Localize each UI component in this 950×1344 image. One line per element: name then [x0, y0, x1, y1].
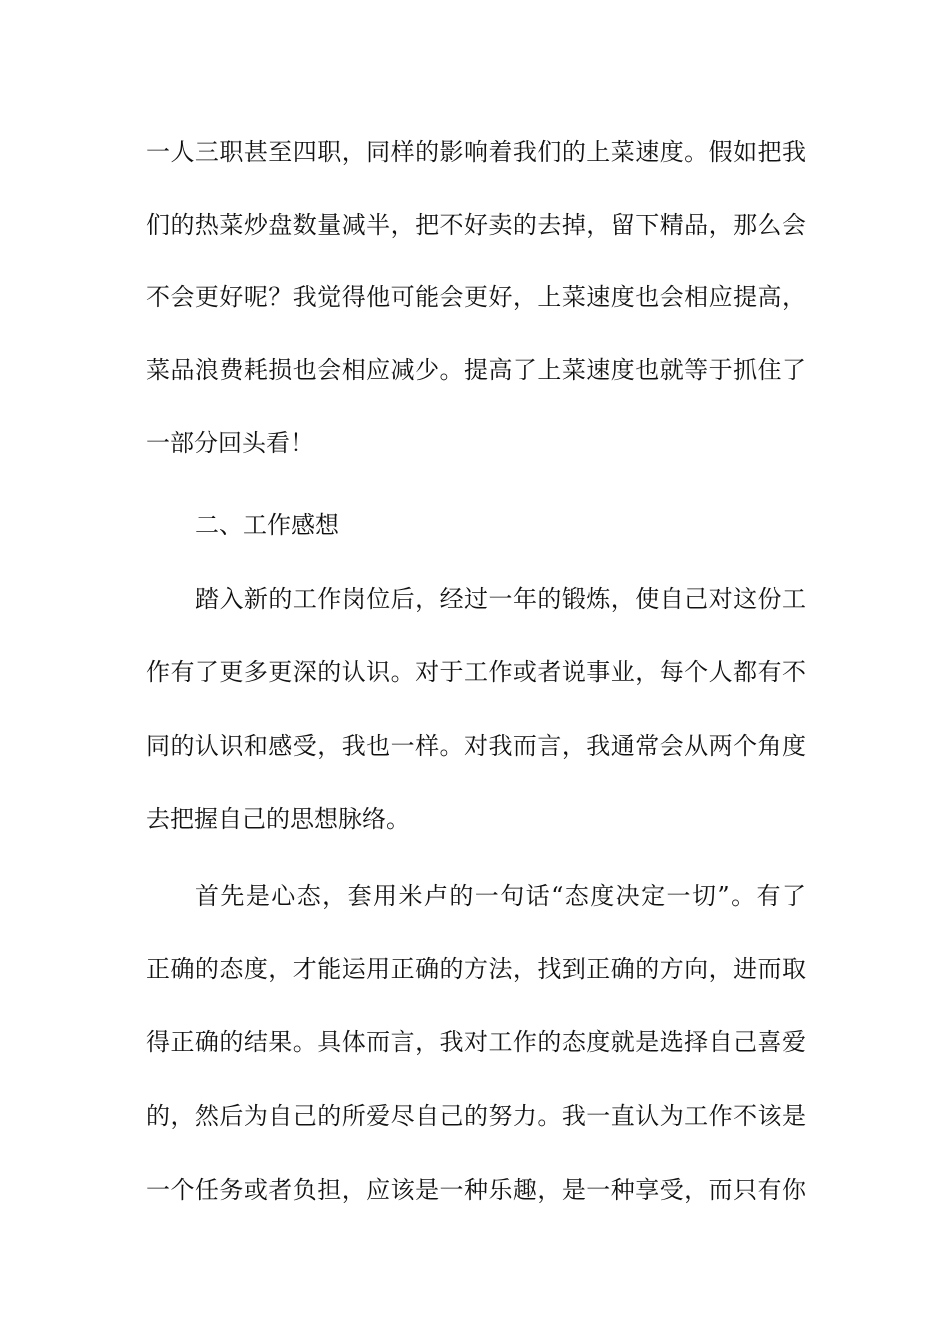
paragraph-1-line-1: 一人三职甚至四职，同样的影响着我们的上菜速度。假如把我 — [146, 138, 806, 166]
paragraph-2-line-2: 作有了更多更深的认识。对于工作或者说事业，每个人都有不 — [146, 658, 806, 686]
paragraph-2-line-1: 踏入新的工作岗位后，经过一年的锻炼，使自己对这份工 — [195, 585, 806, 613]
paragraph-3-line-3: 得正确的结果。具体而言，我对工作的态度就是选择自己喜爱 — [146, 1028, 806, 1056]
paragraph-2-line-4: 去把握自己的思想脉络。 — [146, 805, 410, 833]
paragraph-1-line-5: 一部分回头看！ — [146, 429, 314, 457]
paragraph-3-line-4: 的，然后为自己的所爱尽自己的努力。我一直认为工作不该是 — [146, 1102, 806, 1130]
paragraph-3-line-1: 首先是心态，套用米卢的一句话“态度决定一切”。有了 — [195, 882, 806, 910]
paragraph-3-line-2: 正确的态度，才能运用正确的方法，找到正确的方向，进而取 — [146, 955, 806, 983]
paragraph-3-line-5: 一个任务或者负担，应该是一种乐趣，是一种享受，而只有你 — [146, 1176, 806, 1204]
section-heading: 二、工作感想 — [195, 511, 339, 539]
paragraph-2-line-3: 同的认识和感受，我也一样。对我而言，我通常会从两个角度 — [146, 732, 806, 760]
paragraph-1-line-3: 不会更好呢？我觉得他可能会更好，上菜速度也会相应提高， — [146, 283, 806, 311]
paragraph-1-line-4: 菜品浪费耗损也会相应减少。提高了上菜速度也就等于抓住了 — [146, 356, 806, 384]
paragraph-1-line-2: 们的热菜炒盘数量减半，把不好卖的去掉，留下精品，那么会 — [146, 211, 806, 239]
